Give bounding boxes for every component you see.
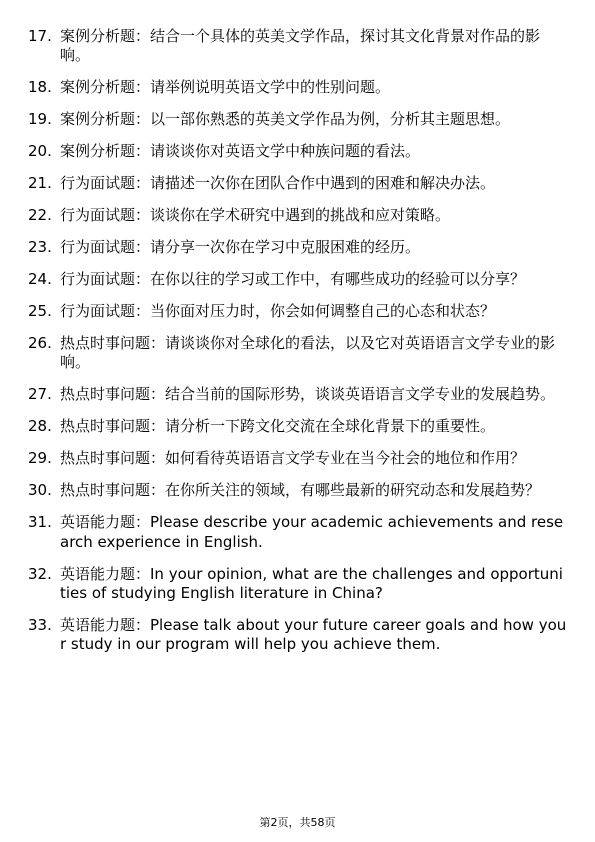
question-text: 热点时事问题：结合当前的国际形势，谈谈英语语言文学专业的发展趋势。 xyxy=(60,385,556,404)
question-text: 行为面试题：请描述一次你在团队合作中遇到的困难和解决办法。 xyxy=(60,174,496,193)
question-text: 案例分析题：请谈谈你对英语文学中种族问题的看法。 xyxy=(60,142,421,161)
question-list xyxy=(28,27,568,667)
question-item xyxy=(28,78,568,97)
question-text: 行为面试题：在你以往的学习或工作中，有哪些成功的经验可以分享？ xyxy=(60,270,526,289)
question-number: 25. xyxy=(28,302,52,321)
question-number: 19. xyxy=(28,110,52,129)
question-item xyxy=(28,513,568,552)
question-text: 英语能力题：Please talk about your future career goals and how your study in our program will help you achieve them. xyxy=(60,615,567,654)
question-text: 案例分析题：请举例说明英语文学中的性别问题。 xyxy=(60,78,391,97)
question-item xyxy=(28,206,568,225)
question-number: 26. xyxy=(28,334,52,353)
question-number: 20. xyxy=(28,142,52,161)
question-item xyxy=(28,385,568,404)
question-text: 热点时事问题：如何看待英语语言文学专业在当今社会的地位和作用？ xyxy=(60,449,526,468)
question-number: 17. xyxy=(28,27,52,45)
question-text: 热点时事问题：请谈谈你对全球化的看法，以及它对英语语言文学专业的影响。 xyxy=(60,334,556,372)
question-number: 33. xyxy=(28,615,52,634)
question-item xyxy=(28,334,568,373)
question-text: 英语能力题：Please describe your academic achievements and research experience in English. xyxy=(60,513,564,551)
question-text: 行为面试题：谈谈你在学术研究中遇到的挑战和应对策略。 xyxy=(60,206,451,225)
question-number: 30. xyxy=(28,481,52,500)
question-text: 行为面试题：请分享一次你在学习中克服困难的经历。 xyxy=(60,238,421,257)
question-number: 31. xyxy=(28,513,52,532)
question-item xyxy=(28,565,568,604)
question-text: 热点时事问题：在你所关注的领域，有哪些最新的研究动态和发展趋势？ xyxy=(60,481,541,500)
question-item xyxy=(28,417,568,436)
question-number: 21. xyxy=(28,174,52,193)
question-item xyxy=(28,27,568,66)
page-footer xyxy=(0,816,595,830)
question-number: 28. xyxy=(28,417,52,436)
question-item xyxy=(28,302,568,321)
question-number: 18. xyxy=(28,78,52,97)
question-item xyxy=(28,142,568,161)
question-text: 热点时事问题：请分析一下跨文化交流在全球化背景下的重要性。 xyxy=(60,417,496,436)
question-item xyxy=(28,616,568,655)
question-number: 29. xyxy=(28,449,52,468)
question-text: 英语能力题：In your opinion, what are the challenges and opportunities of studying English literature in China? xyxy=(60,564,563,602)
question-text: 行为面试题：当你面对压力时，你会如何调整自己的心态和状态？ xyxy=(60,302,496,321)
question-item xyxy=(28,270,568,289)
question-text: 案例分析题：以一部你熟悉的英美文学作品为例，分析其主题思想。 xyxy=(60,110,511,129)
question-number: 23. xyxy=(28,238,52,257)
question-item xyxy=(28,174,568,193)
question-item xyxy=(28,110,568,129)
question-item xyxy=(28,238,568,257)
question-number: 27. xyxy=(28,385,52,404)
question-number: 22. xyxy=(28,206,52,225)
question-item xyxy=(28,481,568,500)
question-text: 案例分析题：结合一个具体的英美文学作品，探讨其文化背景对作品的影响。 xyxy=(60,27,541,65)
question-item xyxy=(28,449,568,468)
question-number: 32. xyxy=(28,564,52,583)
question-number: 24. xyxy=(28,270,52,289)
page-number-label: 第2页，共58页 xyxy=(259,816,336,829)
